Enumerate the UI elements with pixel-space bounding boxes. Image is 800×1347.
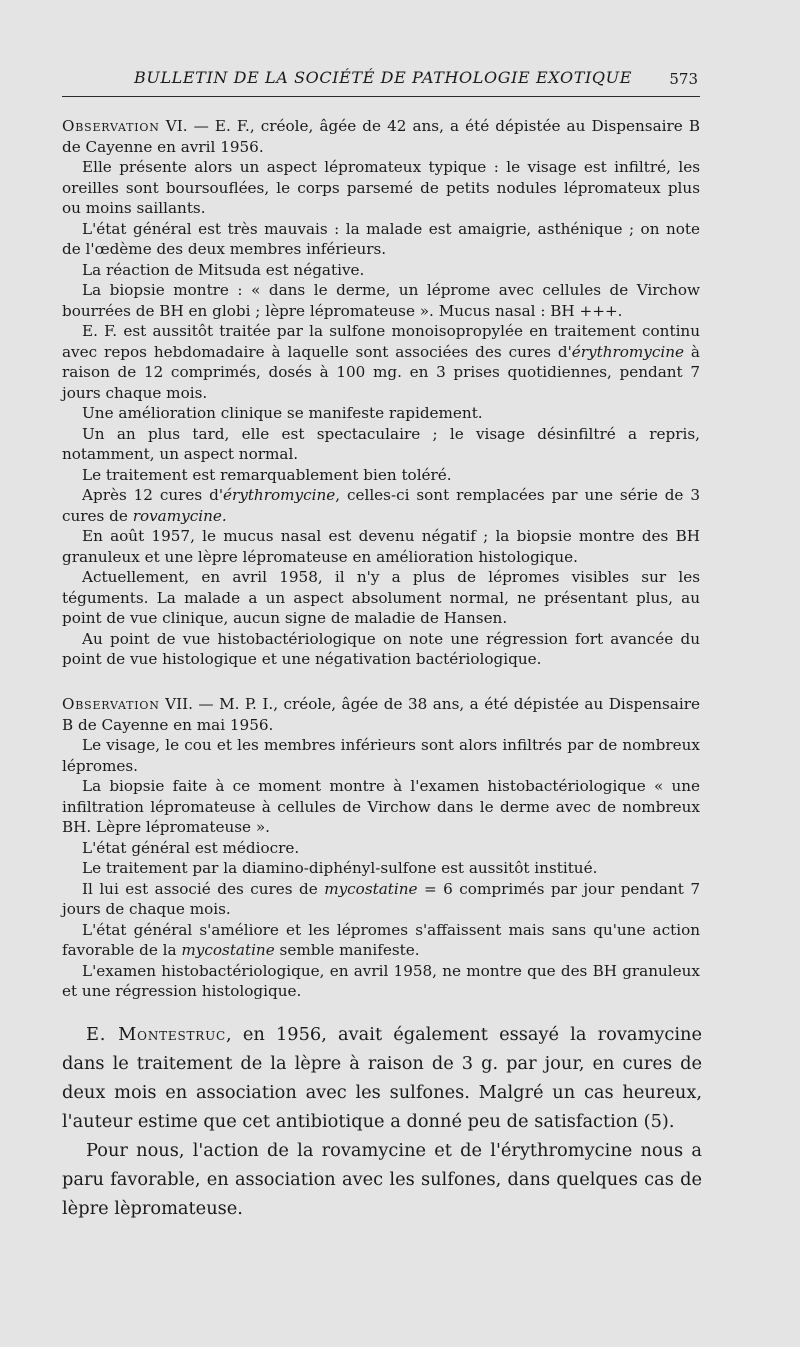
paragraph: Le traitement par la diamino-diphényl-sulfone est aussitôt institué.: [82, 859, 598, 877]
paragraph: Actuellement, en avril 1958, il n'y a plus de lépromes visibles sur les téguments. La malade a un aspect absolument normal, ne présentant plus, au point de vue clinique, aucun signe de maladie de Hansen.: [62, 568, 700, 627]
paragraph: Un an plus tard, elle est spectaculaire ; le visage désinfiltré a repris, notamment, un aspect normal.: [62, 424, 700, 463]
observation-vi: [62, 116, 700, 670]
drug-name: mycostatine: [324, 879, 418, 898]
paragraph: Il lui est associé des cures de mycostatine = 6 comprimés par jour pendant 7 jours de chaque mois.: [62, 879, 700, 918]
paragraph: Après 12 cures d'érythromycine, celles-ci sont remplacées par une série de 3 cures de rovamycine.: [62, 486, 700, 525]
paragraph: Pour nous, l'action de la rovamycine et de l'érythromycine nous a paru favorable, en association avec les sulfones, dans quelques cas de lèpre lèpromateuse.: [62, 1140, 702, 1219]
observation-label: Observation: [62, 117, 160, 135]
paragraph: La biopsie montre : « dans le derme, un léprome avec cellules de Virchow bourrées de BH en globi ; lèpre lépromateuse ». Mucus nasal : BH +++.: [62, 281, 700, 320]
observation-vii: [62, 694, 700, 1002]
paragraph: En août 1957, le mucus nasal est devenu négatif ; la biopsie montre des BH granuleux et une lèpre lépromateuse en amélioration histologique.: [62, 527, 700, 566]
paragraph: L'état général est très mauvais : la malade est amaigrie, asthénique ; on note de l'œdème des deux membres inférieurs.: [62, 219, 700, 258]
paragraph: Au point de vue histobactériologique on note une régression fort avancée du point de vue histologique et une négativation bactériologique.: [62, 629, 700, 668]
closing-section: [62, 1020, 702, 1223]
paragraph: La réaction de Mitsuda est négative.: [82, 260, 365, 279]
paragraph: Elle présente alors un aspect lépromateux typique : le visage est infiltré, les oreilles sont boursouflées, le corps parsemé de petits nodules lépromateux plus ou moins saillants.: [62, 158, 700, 217]
running-header: [62, 68, 700, 97]
drug-name: érythromycine: [571, 342, 684, 361]
paragraph: L'examen histobactériologique, en avril 1958, ne montre que des BH granuleux et une régression histologique.: [62, 961, 700, 1000]
paragraph: Une amélioration clinique se manifeste rapidement.: [82, 404, 483, 422]
paragraph: L'état général est médiocre.: [82, 838, 300, 857]
drug-name: rovamycine.: [132, 506, 227, 525]
paragraph: E. F. est aussitôt traitée par la sulfone monoisopropylée en traitement continu avec repos hebdomadaire à laquelle sont associées des cures d'érythromycine à raison de 12 comprimés, dosés à 100 mg. en 3 prises quotidiennes, pendant 7 jours chaque mois.: [62, 322, 700, 402]
observation-vii-intro: Observation VII. — M. P. I., créole, âgée de 38 ans, a été dépistée au Dispensaire B de Cayenne en mai 1956.: [62, 695, 700, 734]
paragraph: Le traitement est remarquablement bien toléré.: [82, 465, 452, 484]
drug-name: mycostatine: [181, 941, 275, 959]
observation-vi-intro: Observation VI. — E. F., créole, âgée de 42 ans, a été dépistée au Dispensaire B de Cayenne en avril 1956.: [62, 117, 700, 156]
page-number: 573: [669, 70, 698, 88]
author-name: E. Montestruc: [86, 1024, 227, 1045]
paragraph: E. Montestruc, en 1956, avait également essayé la rovamycine dans le traitement de la lèpre à raison de 3 g. par jour, en cures de deux mois en association avec les sulfones. Malgré un cas heureux, l'auteur estime que cet antibiotique a donné peu de satisfaction (5).: [62, 1024, 702, 1132]
paragraph: La biopsie faite à ce moment montre à l'examen histobactériologique « une infiltration lépromateuse à cellules de Virchow dans le derme avec de nombreux BH. Lèpre lépromateuse ».: [62, 777, 700, 836]
observation-label: Observation: [62, 695, 160, 713]
paragraph: L'état général s'améliore et les lépromes s'affaissent mais sans qu'une action favorable de la mycostatine semble manifeste.: [62, 920, 700, 959]
journal-title: BULLETIN DE LA SOCIÉTÉ DE PATHOLOGIE EXOTIQUE: [134, 68, 632, 87]
paragraph: Le visage, le cou et les membres inférieurs sont alors infiltrés par de nombreux lépromes.: [62, 736, 700, 775]
drug-name: érythromycine: [223, 486, 336, 504]
